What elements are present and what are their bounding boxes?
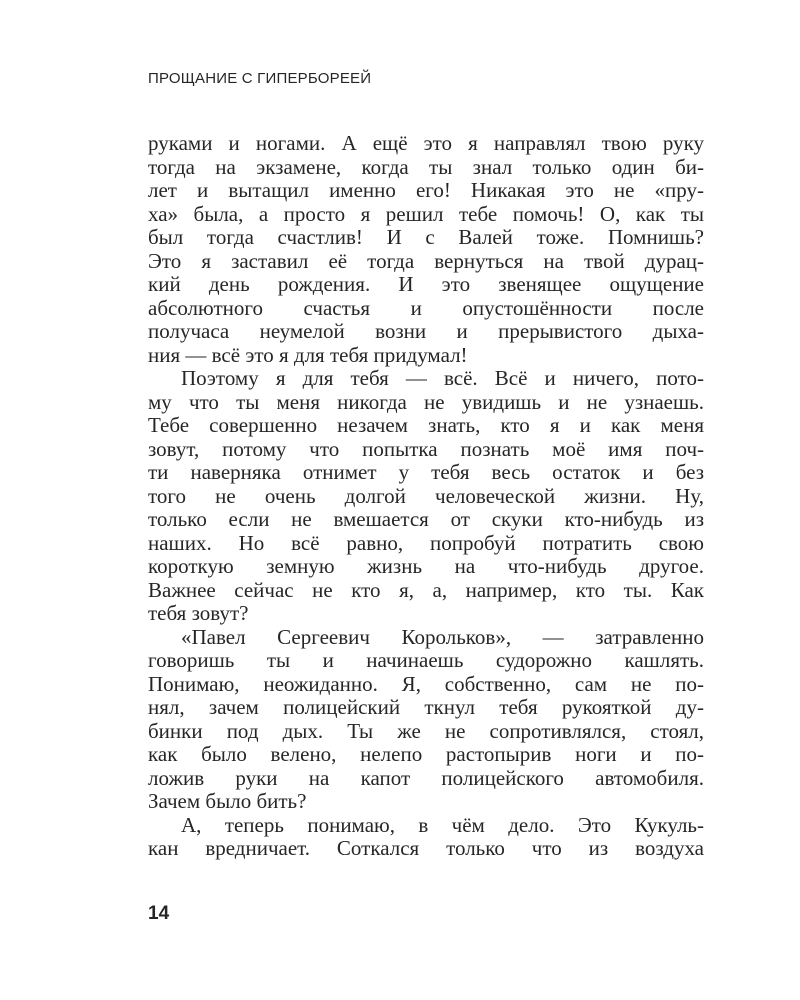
text-line: му что ты меня никогда не увидишь и не узнаешь. xyxy=(148,389,704,414)
text-line: как было велено, нелепо растопырив ноги и по- xyxy=(148,742,704,766)
text-line: был тогда счастлив! И с Валей тоже. Помнишь? xyxy=(148,225,704,249)
text-line: Это я заставил её тогда вернуться на твой дурац- xyxy=(148,248,704,273)
text-line: наших. Но всё равно, попробуй потратить свою xyxy=(148,530,704,555)
text-line: ложив руки на капот полицейского автомобиля. xyxy=(148,765,704,790)
text-line: кан вредничает. Соткался только что из воздуха xyxy=(148,836,704,860)
text-line: Зачем было бить? xyxy=(148,789,307,813)
text-line: говоришь ты и начинаешь судорожно кашлять. xyxy=(148,648,704,672)
text-line: ти наверняка отнимет у тебя весь остаток и без xyxy=(148,460,704,484)
text-line: лет и вытащил именно его! Никакая это не «пру- xyxy=(148,178,704,202)
text-line: Тебе совершенно незачем знать, кто я и как меня xyxy=(148,413,704,437)
text-line: ха» была, а просто я решил тебе помочь! О, как ты xyxy=(148,201,704,226)
text-line: «Павел Сергеевич Корольков», — затравленно xyxy=(181,624,704,649)
body-text xyxy=(148,132,704,861)
text-line: ния — всё это я для тебя придумал! xyxy=(148,342,468,367)
text-line: руками и ногами. А ещё это я направлял твою руку xyxy=(148,131,704,155)
text-line: тогда на экзамене, когда ты знал только один би- xyxy=(148,154,704,179)
text-line: получаса неумелой возни и прерывистого дыха- xyxy=(148,319,704,343)
text-line: Поэтому я для тебя — всё. Всё и ничего, пото- xyxy=(181,366,704,390)
page-number: 14 xyxy=(148,903,170,924)
text-line: короткую земную жизнь на что-нибудь другое. xyxy=(148,554,704,578)
text-line: Понимаю, неожиданно. Я, собственно, сам не по- xyxy=(148,671,704,696)
text-line: кий день рождения. И это звенящее ощущение xyxy=(148,272,704,296)
text-line: зовут, потому что попытка познать моё имя поч- xyxy=(148,436,704,461)
text-line: того не очень долгой человеческой жизни. Ну, xyxy=(148,483,704,508)
text-line: абсолютного счастья и опустошённости после xyxy=(148,295,704,320)
text-line: Важнее сейчас не кто я, а, например, кто ты. Как xyxy=(148,577,704,602)
text-line: нял, зачем полицейский ткнул тебя рукояткой ду- xyxy=(148,695,704,719)
text-line: только если не вмешается от скуки кто-нибудь из xyxy=(148,507,704,531)
text-line: тебя зовут? xyxy=(148,601,249,625)
running-head: ПРОЩАНИЕ С ГИПЕРБОРЕЕЙ xyxy=(148,70,372,87)
text-line: бинки под дых. Ты же не сопротивлялся, стоял, xyxy=(148,718,704,743)
text-line: А, теперь понимаю, в чём дело. Это Кукуль- xyxy=(181,812,704,837)
